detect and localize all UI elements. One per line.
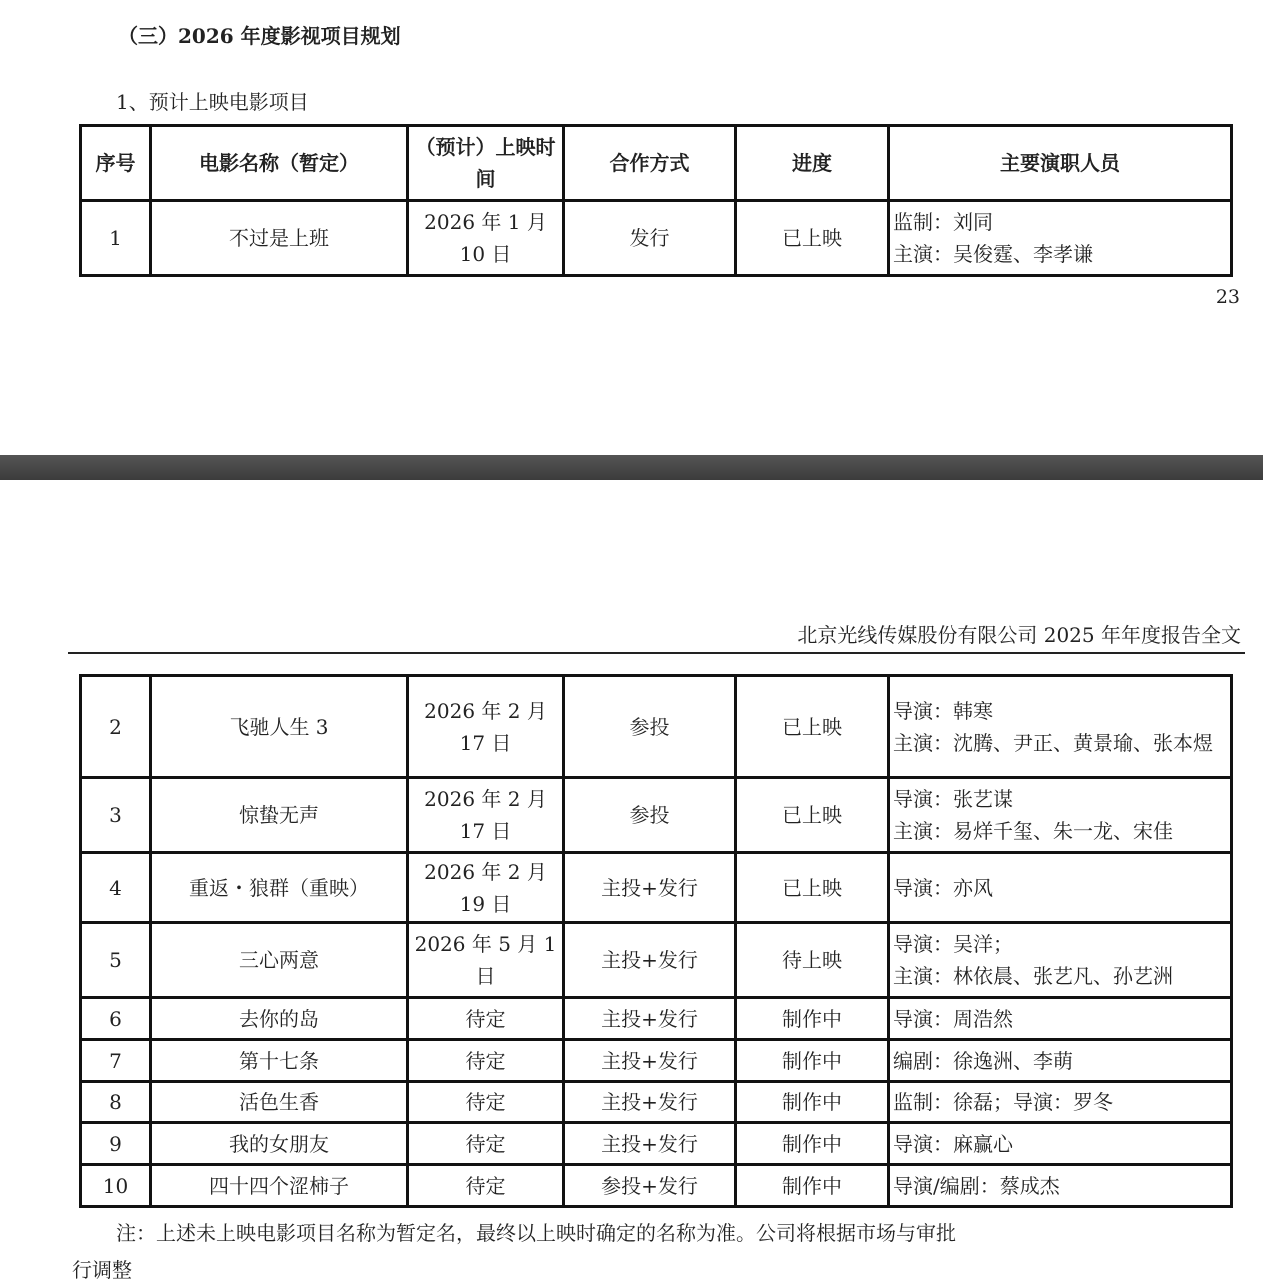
release-date: 2026 年 2 月 19 日	[408, 853, 564, 923]
row-number: 10	[81, 1165, 151, 1207]
table-row	[81, 853, 1232, 923]
table-row	[81, 998, 1232, 1040]
release-date: 2026 年 2 月 17 日	[408, 676, 564, 778]
progress-status: 制作中	[736, 1123, 889, 1165]
cast-line: 监制：徐磊；导演：罗冬	[893, 1090, 1113, 1114]
row-number: 3	[81, 778, 151, 853]
table-row	[81, 676, 1232, 778]
cast-crew	[889, 1165, 1232, 1207]
row-number: 4	[81, 853, 151, 923]
cast-crew	[889, 1082, 1232, 1123]
subsection-title: 1、预计上映电影项目	[116, 90, 309, 114]
cast-line: 主演：吴俊霆、李孝谦	[893, 242, 1093, 266]
release-date: 待定	[408, 1123, 564, 1165]
cast-line: 导演：韩寒	[893, 698, 993, 723]
col-header: 合作方式	[564, 126, 736, 201]
progress-status: 待上映	[736, 923, 889, 998]
progress-status: 已上映	[736, 201, 889, 276]
cooperation-mode: 主投+发行	[564, 1123, 736, 1165]
cast-crew	[889, 201, 1232, 276]
cast-line: 导演：周浩然	[893, 1006, 1013, 1031]
table-row	[81, 1082, 1232, 1123]
cooperation-mode: 发行	[564, 201, 736, 276]
cooperation-mode: 主投+发行	[564, 1082, 736, 1123]
col-header: （预计）上映时间	[408, 126, 564, 201]
film-name: 三心两意	[151, 923, 408, 998]
table-row	[81, 201, 1232, 276]
cast-crew	[889, 853, 1232, 923]
progress-status: 制作中	[736, 1165, 889, 1207]
row-number: 7	[81, 1040, 151, 1082]
row-number: 8	[81, 1082, 151, 1123]
row-number: 9	[81, 1123, 151, 1165]
film-table-page1	[79, 124, 1233, 277]
table-row	[81, 923, 1232, 998]
film-name: 飞驰人生 3	[151, 676, 408, 778]
cast-crew	[889, 676, 1232, 778]
col-header: 序号	[81, 126, 151, 201]
film-name: 第十七条	[151, 1040, 408, 1082]
cast-line: 导演：亦风	[893, 875, 993, 900]
cast-line: 主演：沈腾、尹正、黄景瑜、张本煜	[893, 730, 1213, 755]
release-date: 2026 年 5 月 1 日	[408, 923, 564, 998]
cast-line: 导演/编剧：蔡成杰	[893, 1173, 1060, 1198]
cast-line: 导演：麻赢心	[893, 1131, 1013, 1156]
release-date: 待定	[408, 998, 564, 1040]
progress-status: 制作中	[736, 1082, 889, 1123]
film-table-page2	[79, 674, 1233, 1208]
header-rule	[68, 652, 1245, 654]
row-number: 2	[81, 676, 151, 778]
cast-crew	[889, 778, 1232, 853]
page-number: 23	[1215, 286, 1240, 308]
cast-line: 主演：林依晨、张艺凡、孙艺洲	[893, 964, 1173, 988]
cast-line: 主演：易烊千玺、朱一龙、宋佳	[893, 819, 1173, 843]
cast-line: 编剧：徐逸洲、李萌	[893, 1048, 1073, 1073]
row-number: 1	[81, 201, 151, 276]
cooperation-mode: 参投+发行	[564, 1165, 736, 1207]
table-row	[81, 1165, 1232, 1207]
cooperation-mode: 主投+发行	[564, 923, 736, 998]
cast-crew	[889, 923, 1232, 998]
col-header: 进度	[736, 126, 889, 201]
cooperation-mode: 主投+发行	[564, 1040, 736, 1082]
page-separator	[0, 455, 1263, 480]
cooperation-mode: 主投+发行	[564, 998, 736, 1040]
table-note-continued: 行调整	[72, 1258, 132, 1282]
col-header: 电影名称（暂定）	[151, 126, 408, 201]
cast-crew	[889, 998, 1232, 1040]
progress-status: 已上映	[736, 778, 889, 853]
col-header: 主要演职人员	[889, 126, 1232, 201]
progress-status: 制作中	[736, 1040, 889, 1082]
cast-crew	[889, 1123, 1232, 1165]
film-name: 重返・狼群（重映）	[151, 853, 408, 923]
cast-line: 导演：吴洋；	[893, 932, 1013, 956]
row-number: 5	[81, 923, 151, 998]
film-name: 四十四个涩柿子	[151, 1165, 408, 1207]
cooperation-mode: 参投	[564, 676, 736, 778]
progress-status: 制作中	[736, 998, 889, 1040]
release-date: 2026 年 1 月 10 日	[408, 201, 564, 276]
cast-line: 导演：张艺谋	[893, 787, 1013, 811]
progress-status: 已上映	[736, 853, 889, 923]
table-note: 注：上述未上映电影项目名称为暂定名，最终以上映时确定的名称为准。公司将根据市场与审批	[116, 1221, 956, 1245]
table-row	[81, 1123, 1232, 1165]
table-header-row	[81, 126, 1232, 201]
cast-crew	[889, 1040, 1232, 1082]
row-number: 6	[81, 998, 151, 1040]
film-name: 活色生香	[151, 1082, 408, 1123]
release-date: 2026 年 2 月 17 日	[408, 778, 564, 853]
release-date: 待定	[408, 1165, 564, 1207]
film-name: 我的女朋友	[151, 1123, 408, 1165]
cast-line: 监制：刘同	[893, 210, 993, 234]
section-title: （三）2026 年度影视项目规划	[118, 24, 401, 48]
table-row	[81, 778, 1232, 853]
progress-status: 已上映	[736, 676, 889, 778]
running-header: 北京光线传媒股份有限公司 2025 年年度报告全文	[797, 623, 1241, 647]
film-name: 去你的岛	[151, 998, 408, 1040]
release-date: 待定	[408, 1040, 564, 1082]
film-name: 不过是上班	[151, 201, 408, 276]
film-name: 惊蛰无声	[151, 778, 408, 853]
cooperation-mode: 主投+发行	[564, 853, 736, 923]
release-date: 待定	[408, 1082, 564, 1123]
table-row	[81, 1040, 1232, 1082]
cooperation-mode: 参投	[564, 778, 736, 853]
